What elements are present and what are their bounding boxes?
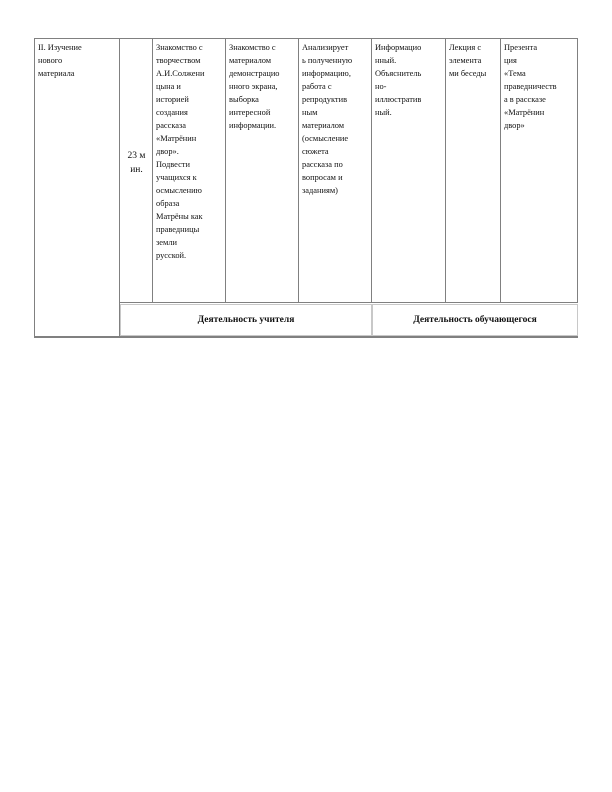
student-activity-text: Анализирует ь полученную информацию, работа с репродуктив ным материалом (осмысление сюжета рассказа по вопросам и заданиям) [302,43,353,195]
materials-text: Презента ция «Тема праведничеств а в рассказе «Матрёнин двор» [504,43,557,130]
student-activity-cell [298,38,372,303]
time-cell [119,38,153,303]
method-text: Информацио нный. Объяснитель но- иллюстратив ный. [375,43,422,117]
footer-teacher-activity [120,304,372,336]
footer-student-activity [372,304,578,336]
footer-student-label: Деятельность обучающегося [413,315,537,325]
materials-cell [500,38,578,303]
stage-cell [34,38,120,338]
teacher-activity-cell [225,38,299,303]
method-cell [371,38,446,303]
time-text: 23 м ин. [127,151,146,175]
teacher-goals-cell [152,38,226,303]
teacher-activity-text: Знакомство с материалом демонстрацио нного экрана, выборка интересной информации. [229,43,280,130]
table-bottom-rule [34,336,578,338]
form-cell [445,38,501,303]
stage-text: II. Изучение нового материала [38,43,82,78]
teacher-goals-text: Знакомство с творчеством А.И.Солжени цына и историей создания рассказа «Матрёнин двор». Подвести учащихся к осмыслению образа Матрёны как праведницы земли русской. [156,43,205,260]
form-text: Лекция с элемента ми беседы [449,43,487,78]
footer-teacher-label: Деятельность учителя [197,315,295,325]
